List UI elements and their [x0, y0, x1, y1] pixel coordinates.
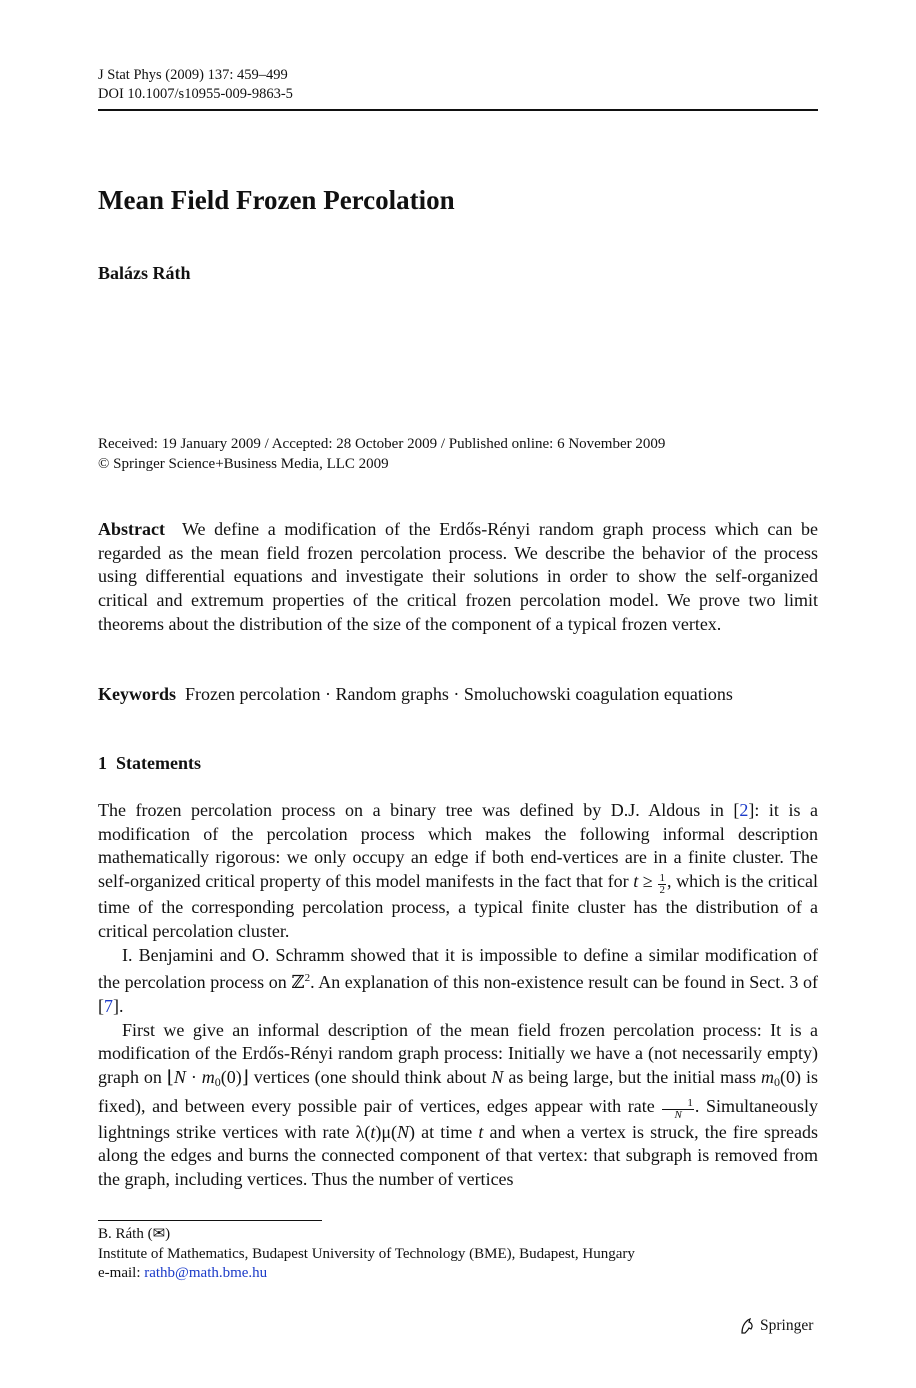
corresponding-author: B. Ráth (✉): [98, 1226, 171, 1242]
journal-header: [98, 66, 293, 104]
envelope-icon: ✉: [152, 1226, 166, 1242]
email-link[interactable]: rathb@math.bme.hu: [144, 1265, 268, 1281]
abstract-label: Abstract: [98, 519, 165, 539]
copyright-line: © Springer Science+Business Media, LLC 2009: [98, 455, 389, 472]
fraction-one-half: $\frac{1}{2}$: [659, 872, 665, 897]
citation-link-7[interactable]: 7: [104, 995, 113, 1016]
header-rule: [98, 109, 818, 111]
keywords-text: Frozen percolation · Random graphs · Smoluchowski coagulation equations: [185, 684, 733, 704]
doi: DOI 10.1007/s10955-009-9863-5: [98, 86, 293, 102]
paper-title: Mean Field Frozen Percolation: [98, 185, 455, 215]
received-accepted-line: Received: 19 January 2009 / Accepted: 28 October 2009 / Published online: 6 November 2009: [98, 436, 666, 452]
fraction-one-over-n: $\frac{1}{N}$: [662, 1098, 694, 1121]
author-name: Balázs Ráth: [98, 263, 191, 283]
abstract-text: We define a modification of the Erdős-Rényi random graph process which can be regarded as the mean field frozen percolation process. We describe the behavior of the process using differential equations and investigate their solutions in order to show the self-organized critical and extremum properties of the critical frozen percolation model. We prove two limit theorems about the distribution of the size of the component of a typical frozen vertex.: [98, 519, 818, 634]
section-title: Statements: [116, 753, 201, 773]
paragraph-1: The frozen percolation process on a binary tree was defined by D.J. Aldous in [2]: it is a modification of the percolation process which makes the following informal description mathematically rigorous: we only occupy an edge if both end-vertices are in a finite cluster. The self-organized critical property of this model manifests in the fact that for t ≥ $\frac{1}{2}$ , which is the critical time of the corresponding percolation process, a typical finite cluster has the distribution of a critical percolation cluster.: [98, 800, 819, 941]
author-footnote: [98, 1225, 635, 1284]
footnote-rule: [98, 1220, 322, 1221]
body-text: [98, 799, 818, 1192]
citation-link-2[interactable]: 2: [739, 800, 749, 820]
affiliation: Institute of Mathematics, Budapest University of Technology (BME), Budapest, Hungary: [98, 1245, 635, 1262]
journal-citation: J Stat Phys (2009) 137: 459–499: [98, 67, 288, 83]
publisher-logo: [738, 1317, 813, 1335]
keywords: [98, 683, 733, 707]
publisher-name: Springer: [760, 1317, 814, 1334]
paragraph-2: I. Benjamini and O. Schramm showed that it is impossible to define a similar modification of the percolation process on ℤ$^2$. An explanation of this non-existence result can be found in Sect. 3 of [7].: [98, 944, 819, 1016]
keywords-label: Keywords: [98, 684, 176, 704]
abstract: [98, 518, 818, 637]
section-number: 1: [98, 753, 107, 773]
paragraph-3: First we give an informal description of the mean field frozen percolation process: It is a modification of the Erdős-Rényi random graph process: Initially we have a (not necessarily empty) graph on ⌊N · $m_0(0)⌋$ vertices (one should think about N as being large, but the initial mass $m_0(0)$ is fixed), and between every possible pair of vertices, edges appear with rate $\frac{1}{N}$. Simultaneously lightnings strike vertices with rate λ(t)μ(N) at time t and when a vertex is struck, the fire spreads along the edges and burns the connected component of that vertex: that subgraph is removed from the graph, including vertices. Thus the number of vertices: [98, 1019, 819, 1190]
springer-horse-icon: [738, 1317, 756, 1335]
section-heading: [98, 753, 201, 774]
publication-dates: [98, 435, 665, 474]
email-line: e-mail: rathb@math.bme.hu: [98, 1265, 268, 1281]
